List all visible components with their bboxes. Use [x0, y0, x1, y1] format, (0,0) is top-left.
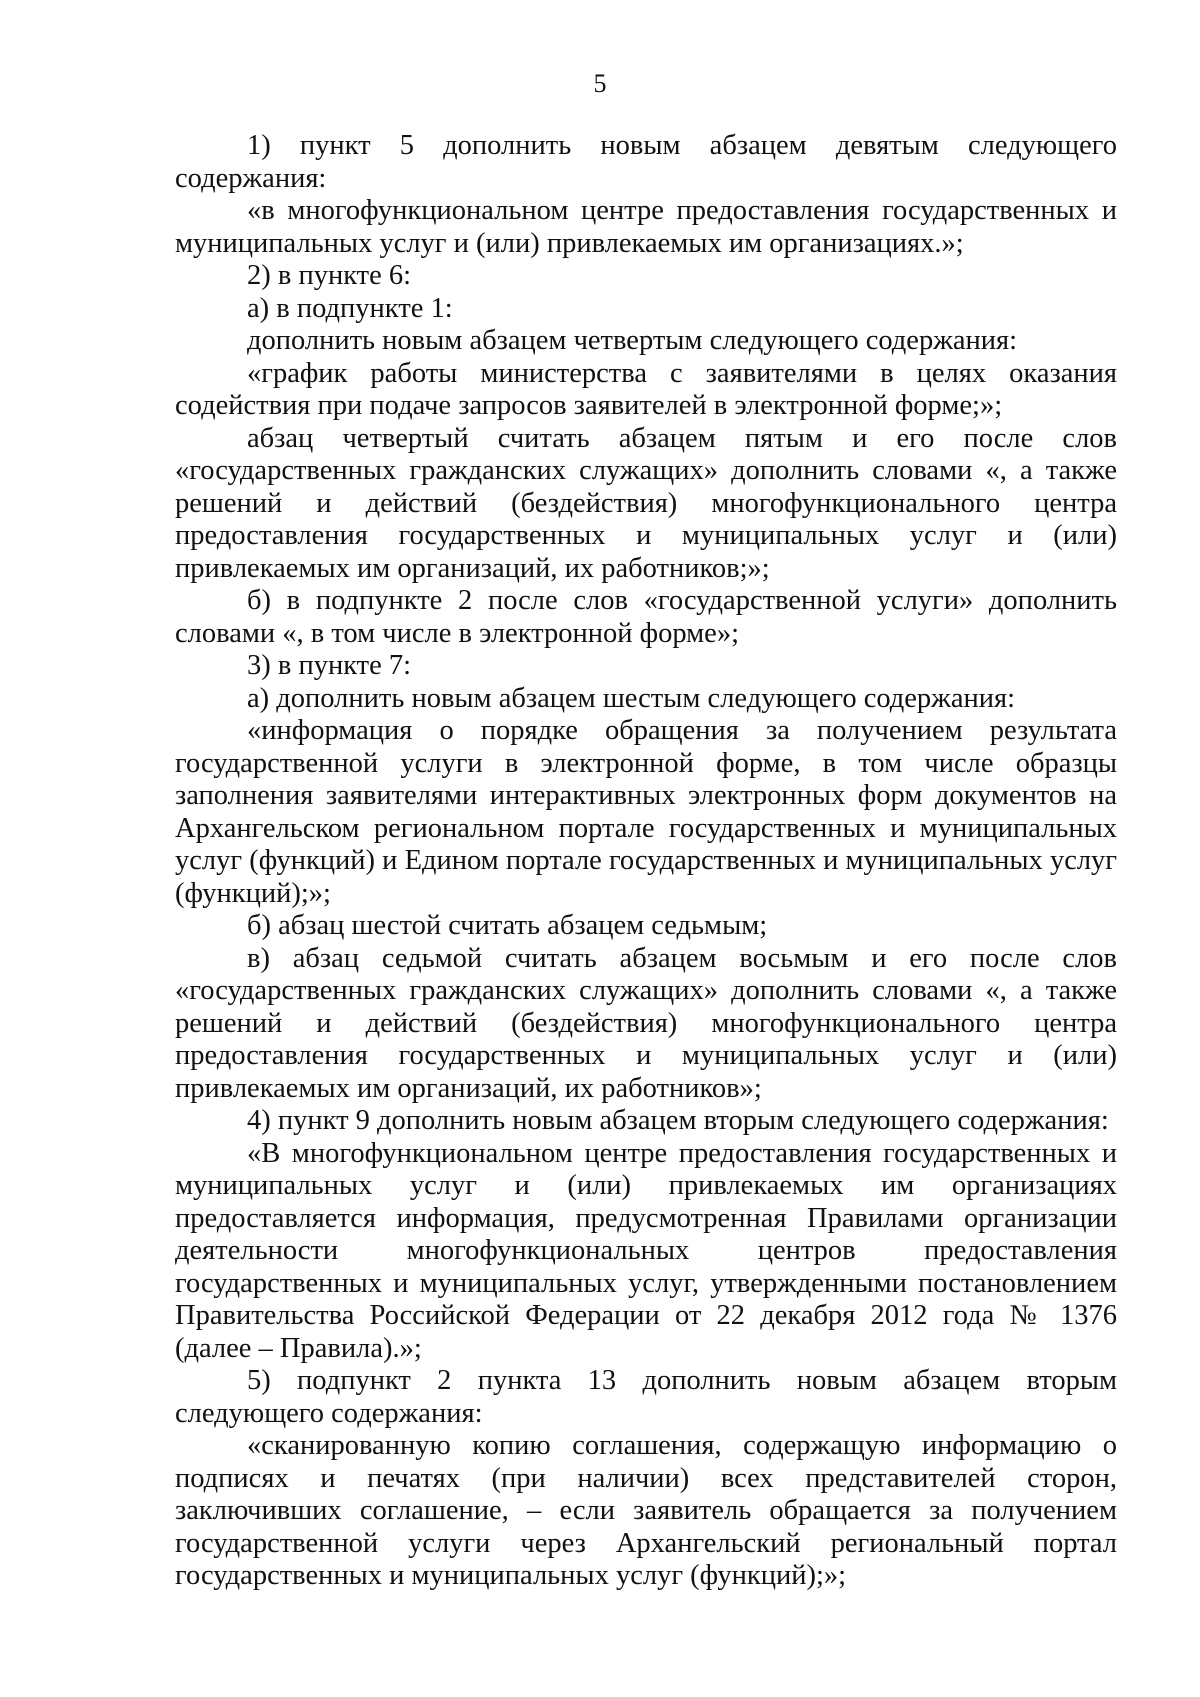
page-number: 5: [593, 69, 607, 98]
paragraph-seventh-to-eighth: в) абзац седьмой считать абзацем восьмым и его после слов «государственных гражданских служащих» дополнить словами «, а также решений и действий (бездействия) многофункционального центра предоставления государственных и муниципальных услуг и (или) привлекаемых им организаций, их работников»;: [175, 942, 1117, 1104]
paragraph-item-13: 5) подпункт 2 пункта 13 дополнить новым абзацем вторым следующего содержания:: [175, 1365, 1117, 1429]
paragraph-add-fourth: дополнить новым абзацем четвертым следующего содержания:: [247, 325, 1018, 356]
document-body: [175, 130, 1117, 1593]
paragraph-subitem-1: а) в подпункте 1:: [247, 292, 453, 324]
paragraph-item-5-amendment: 1) пункт 5 дополнить новым абзацем девятым следующего содержания:: [175, 130, 1117, 194]
paragraph-item-6: 2) в пункте 6:: [247, 260, 412, 291]
paragraph-quote-agreement-copy: «сканированную копию соглашения, содержащую информацию о подписях и печатях (при наличии) всех представителей сторон, заключивших соглашение, – если заявитель обращается за получением государственной услуги через Архангельский региональный портал государственных и муниципальных услуг (функций);»;: [175, 1430, 1117, 1591]
paragraph-quote-schedule: «график работы министерства с заявителями в целях оказания содействия при подаче запросов заявителей в электронной форме;»;: [175, 357, 1117, 421]
paragraph-quote-information: «информация о порядке обращения за получением результата государственной услуги в электронной форме, в том числе образцы заполнения заявителями интерактивных электронных форм документов на Архангельском региональном портале государственных и муниципальных услуг (функций) и Едином портале государственных и муниципальных услуг (функций);»;: [175, 715, 1117, 909]
paragraph-item-7: 3) в пункте 7:: [247, 650, 412, 681]
paragraph-fourth-to-fifth: абзац четвертый считать абзацем пятым и его после слов «государственных гражданских служащих» дополнить словами «, а также решений и действий (бездействия) многофункционального центра предоставления государственных и муниципальных услуг и (или) привлекаемых им организаций, их работников;»;: [175, 422, 1117, 584]
paragraph-subitem-2: б) в подпункте 2 после слов «государственной услуги» дополнить словами «, в том числе в электронной форме»;: [175, 585, 1117, 649]
paragraph-sixth-to-seventh: б) абзац шестой считать абзацем седьмым;: [247, 910, 768, 941]
paragraph-item-9: 4) пункт 9 дополнить новым абзацем вторым следующего содержания:: [247, 1105, 1109, 1136]
paragraph-quote-mfc-rules: «В многофункциональном центре предоставления государственных и муниципальных услуг и (или) привлекаемых им организациях предоставляется информация, предусмотренная Правилами организации деятельности многофункциональных центров предоставления государственных и муниципальных услуг, утвержденными постановлением Правительства Российской Федерации от 22 декабря 2012 года № 1376 (далее – Правила).»;: [175, 1137, 1117, 1364]
paragraph-quote-mfc: «в многофункциональном центре предоставления государственных и муниципальных услуг и (или) привлекаемых им организациях.»;: [175, 195, 1117, 259]
paragraph-add-sixth: а) дополнить новым абзацем шестым следующего содержания:: [247, 682, 1016, 714]
